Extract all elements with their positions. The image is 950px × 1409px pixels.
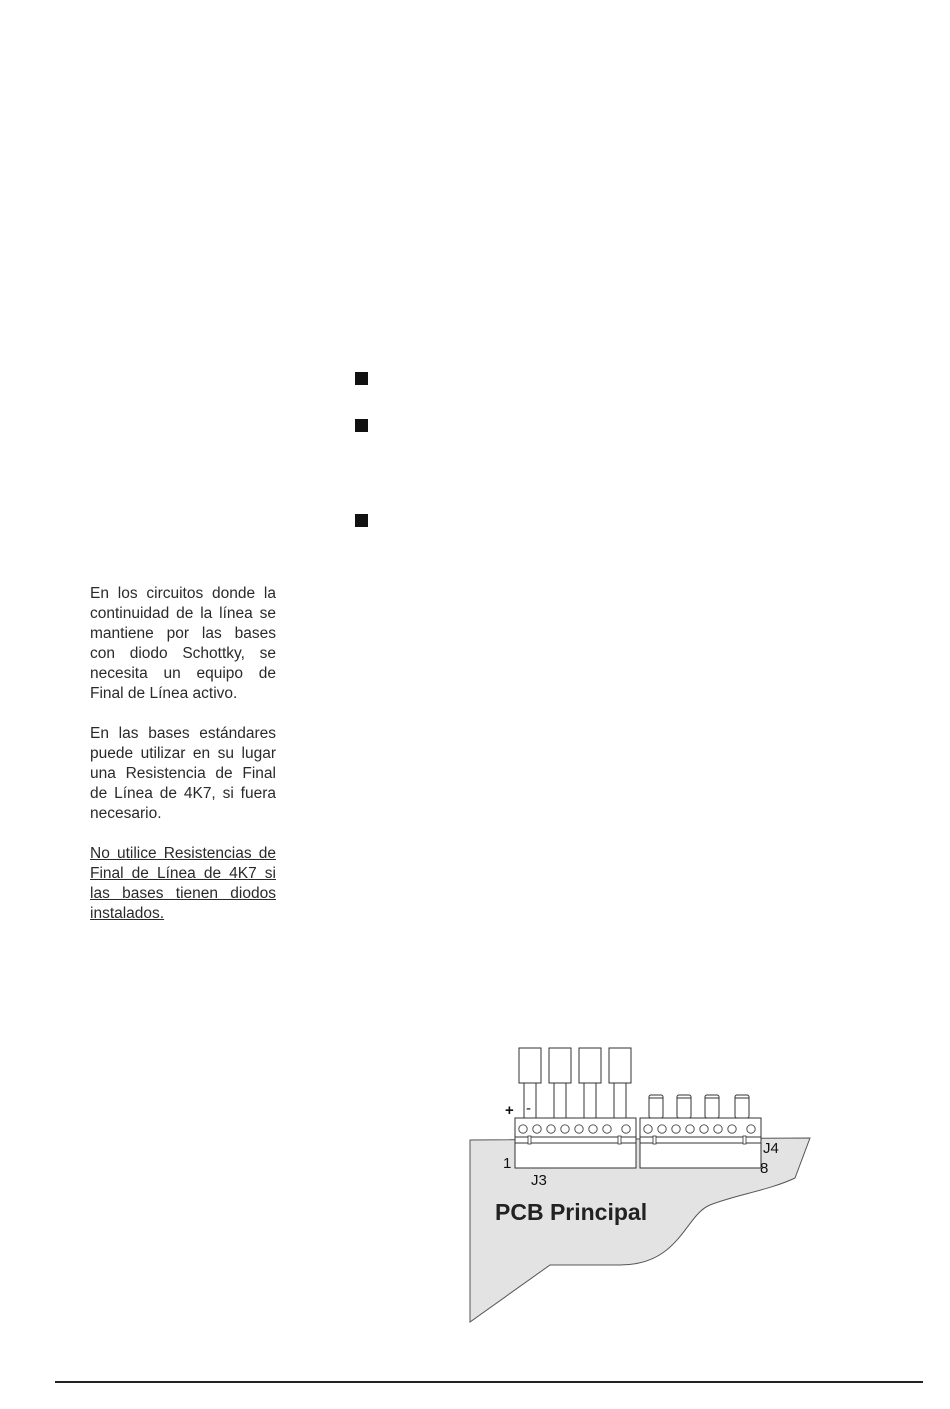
- bullet-marker-1: [355, 372, 368, 385]
- j3-wires: [519, 1048, 631, 1118]
- plus-label: +: [505, 1102, 514, 1119]
- j4-label: J4: [763, 1140, 779, 1157]
- j3-connector: [515, 1118, 636, 1168]
- pin-8-label: 8: [760, 1160, 769, 1177]
- bullet-marker-2: [355, 419, 368, 432]
- sidebar-notes: [90, 584, 276, 944]
- footer-divider: [55, 1381, 923, 1383]
- j4-connector: [640, 1118, 761, 1168]
- note-schottky: En los circuitos donde la continuidad de la línea se mantiene por las bases con diodo Schottky, se necesita un equipo de Final de Línea activo.: [90, 585, 276, 702]
- note-standard-bases: En las bases estándares puede utilizar en su lugar una Resistencia de Final de Línea de 4K7, si fuera necesario.: [90, 725, 276, 822]
- bullet-marker-3: [355, 514, 368, 527]
- pcb-diagram: [460, 1040, 820, 1330]
- j3-label: J3: [531, 1172, 547, 1189]
- minus-label: -: [526, 1100, 531, 1117]
- pcb-title: PCB Principal: [495, 1199, 648, 1225]
- warning-note: No utilice Resistencias de Final de Línea de 4K7 si las bases tienen diodos instalados.: [90, 845, 276, 922]
- j4-links: [649, 1095, 749, 1118]
- pin-1-label: 1: [503, 1155, 512, 1172]
